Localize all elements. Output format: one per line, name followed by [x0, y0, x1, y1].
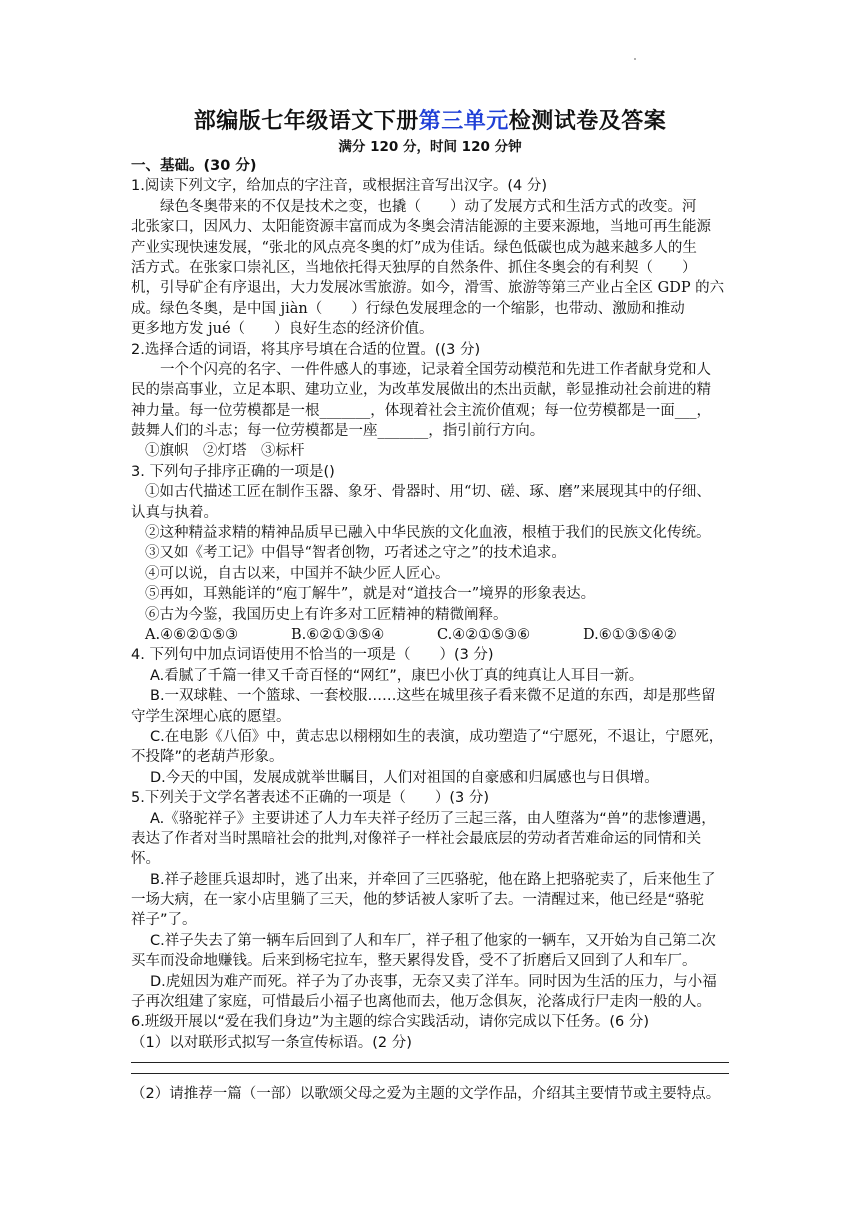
q5-option: C.祥子失去了第一辆车后回到了人和车厂，祥子租了他家的一辆车，又开始为自己第二次 [150, 932, 716, 949]
q1-line: 北张家口，因风力、太阳能资源丰富而成为冬奥会清洁能源的主要来源地，当地可再生能源 [131, 219, 711, 236]
q5-stem: 5.下列关于文学名著表述不正确的一项是（ ）(3 分) [131, 790, 489, 807]
q5-option-cont: 祥子”了。 [131, 912, 197, 929]
q1-line: 绿色冬奥带来的不仅是技术之变，也撬（ ）动了发展方式和生活方式的改变。河 [160, 198, 697, 215]
answer-line[interactable] [131, 1073, 729, 1074]
q5-option-cont: 表达了作者对当时黑暗社会的批判,对像祥子一样社会最底层的劳动者苦难命运的同情和关 [131, 830, 702, 847]
q1-line: 活方式。在张家口崇礼区，当地依托得天独厚的自然条件、抓住冬奥会的有利契（ ） [131, 259, 697, 276]
page-title [0, 104, 860, 135]
q3-stem: 3. 下列句子排序正确的一项是() [131, 463, 335, 480]
q2-line: 一个个闪亮的名字、一件件感人的事迹，记录着全国劳动模范和先进工作者献身党和人 [160, 361, 711, 378]
exam-content [131, 156, 729, 1105]
q4-option-cont: 不投降”的老葫芦形象。 [131, 749, 284, 766]
q4-option: C.在电影《八佰》中，黄志忠以栩栩如生的表演，成功塑造了“宁愿死，不退让，宁愿死， [150, 728, 724, 745]
title-suffix: 检测试卷及答案 [508, 109, 667, 134]
q2-stem: 2.选择合适的词语，将其序号填在合适的位置。((3 分) [131, 341, 481, 358]
q3-line: ②这种精益求精的精神品质早已融入中华民族的文化血液，根植于我们的民族文化传统。 [145, 525, 711, 542]
q5-option-cont: 买车而没命地赚钱。后来到杨宅拉车，整天累得发昏，受不了折磨后又回到了人和车厂。 [131, 953, 697, 970]
title-prefix: 部编版七年级语文下册 [193, 109, 419, 134]
q1-line: 成。绿色冬奥，是中国 jiàn（ ）行绿色发展理念的一个缩影，也带动、激励和推动 [131, 300, 685, 317]
option-a: A.④⑥②①⑤③ [145, 626, 239, 643]
q5-option-cont: 子再次组建了家庭，可惜最后小福子也离他而去，他万念俱灰，沦落成行尸走肉一般的人。 [131, 994, 711, 1011]
q5-option: A.《骆驼祥子》主要讲述了人力车夫祥子经历了三起三落，由人堕落为“兽”的悲惨遭遇， [150, 810, 716, 827]
section-heading: 一、基础。(30 分) [131, 158, 257, 174]
scan-dot [634, 58, 636, 60]
q4-option: B.一双球鞋、一个篮球、一套校服……这些在城里孩子看来微不足道的东西，却是那些留 [150, 688, 716, 705]
answer-line[interactable] [131, 1062, 729, 1063]
q6-sub2: （2）请推荐一篇（一部）以歌颂父母之爱为主题的文学作品，介绍其主要情节或主要特点。 [131, 1086, 721, 1103]
q3-line: ⑥古为今鉴，我国历史上有许多对工匠精神的精微阐释。 [145, 606, 508, 623]
q3-line: ③又如《考工记》中倡导“智者创物，巧者述之守之”的技术追求。 [145, 545, 566, 562]
q2-line: 民的崇高事业，立足本职、建功立业，为改革发展做出的杰出贡献，彰显推动社会前进的精 [131, 382, 711, 399]
q1-line: 更多地方发 jué（ ）良好生态的经济价值。 [131, 321, 434, 338]
q1-line: 产业实现快速发展，“张北的风点亮冬奥的灯”成为佳话。绿色低碳也成为越来越多人的生 [131, 239, 697, 256]
q4-option: A.看腻了千篇一律又千奇百怪的“网红”，康巴小伙丁真的纯真让人耳目一新。 [150, 667, 644, 684]
q6-sub1: （1）以对联形式拟写一条宣传标语。(2 分) [131, 1034, 412, 1051]
page-subtitle: 满分 120 分，时间 120 分钟 [338, 139, 522, 155]
q2-line: 鼓舞人们的斗志；每一位劳模都是一座_______，指引前行方向。 [131, 423, 545, 440]
q4-option: D.今天的中国，发展成就举世瞩目，人们对祖国的自豪感和归属感也与日俱增。 [150, 769, 659, 786]
q3-line: ⑤再如，耳熟能详的“庖丁解牛”，就是对“道技合一”境界的形象表达。 [145, 586, 596, 603]
q1-line: 机，引导矿企有序退出，大力发展冰雪旅游。如今，滑雪、旅游等第三产业占全区 GDP 的六 [131, 280, 725, 297]
option-c: C.④②①⑤③⑥ [437, 626, 531, 643]
q3-line: 认真与执着。 [131, 504, 218, 521]
q3-options [131, 625, 729, 645]
q2-options: ①旗帜 ②灯塔 ③标杆 [145, 443, 305, 460]
option-b: B.⑥②①③⑤④ [291, 626, 385, 643]
q5-option: D.虎妞因为难产而死。祥子为了办丧事，无奈又卖了洋车。同时因为生活的压力，与小福 [150, 973, 717, 990]
q6-stem: 6.班级开展以“爱在我们身边”为主题的综合实践活动，请你完成以下任务。(6 分) [131, 1014, 650, 1031]
option-d: D.⑥①③⑤④② [583, 626, 677, 643]
q1-stem: 1.阅读下列文字，给加点的字注音，或根据注音写出汉字。(4 分) [131, 178, 547, 195]
q5-option-cont: 怀。 [131, 851, 160, 868]
q3-line: ①如古代描述工匠在制作玉器、象牙、骨器时、用“切、磋、琢、磨”来展现其中的仔细、 [145, 484, 711, 501]
q5-option-cont: 一场大病，在一家小店里躺了三天，他的梦话被人家听了去。一清醒过来，他已经是“骆驼 [131, 892, 705, 909]
q4-option-cont: 守学生深埋心底的愿望。 [131, 708, 291, 725]
q3-line: ④可以说，自古以来，中国并不缺少匠人匠心。 [145, 565, 450, 582]
q5-option: B.祥子趁匪兵退却时，逃了出来，并牵回了三匹骆驼，他在路上把骆驼卖了，后来他生了 [150, 871, 716, 888]
q4-stem: 4. 下列句中加点词语使用不恰当的一项是（ ）(3 分) [131, 647, 494, 664]
title-highlight: 第三单元 [418, 109, 509, 134]
q2-line: 神力量。每一位劳模都是一根_______，体现着社会主流价值观；每一位劳模都是一面___， [131, 402, 711, 419]
